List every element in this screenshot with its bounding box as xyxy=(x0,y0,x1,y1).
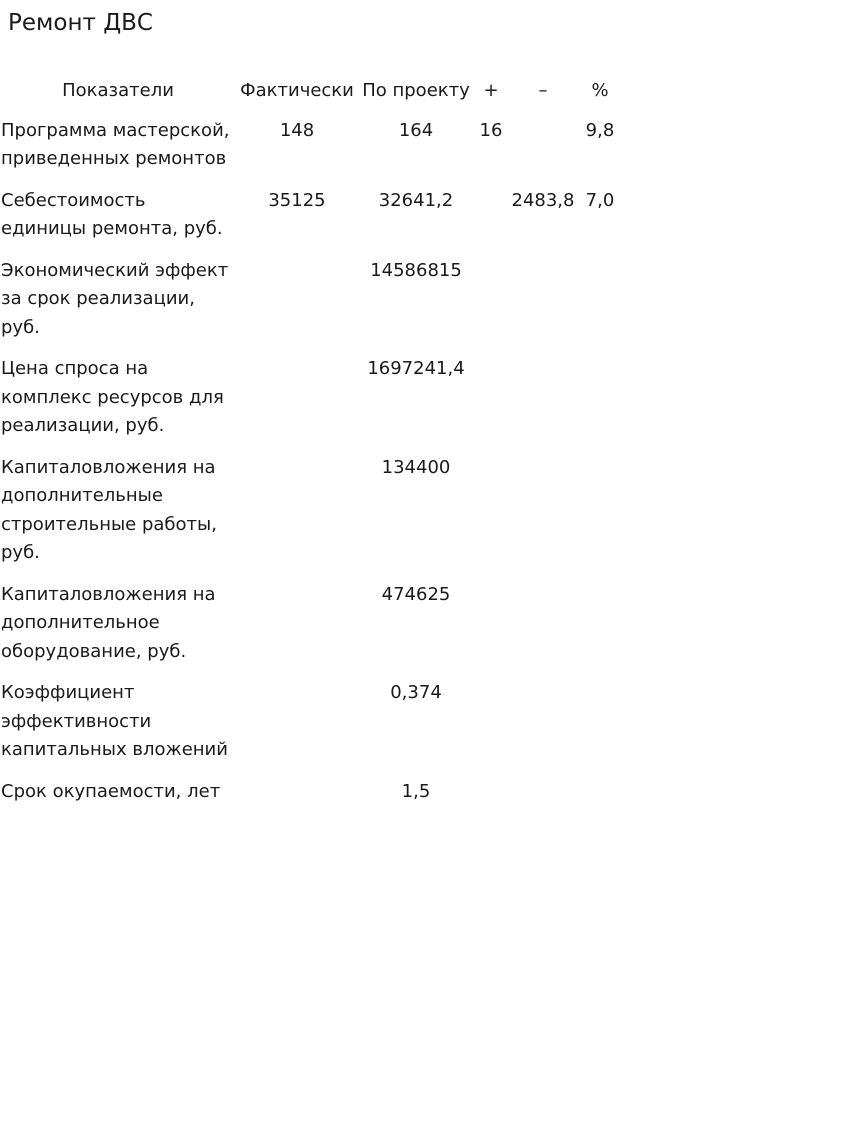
cell-plus xyxy=(474,253,508,352)
cell-minus xyxy=(508,351,578,450)
table-row xyxy=(0,577,622,676)
table-row xyxy=(0,675,622,774)
cell-minus xyxy=(508,577,578,676)
cell-minus xyxy=(508,675,578,774)
cell-percent xyxy=(578,253,622,352)
table-row xyxy=(0,113,622,183)
cell-project: 1697241,4 xyxy=(367,358,465,379)
cell-plus xyxy=(474,675,508,774)
cell-project: 134400 xyxy=(381,456,451,478)
cell-actual xyxy=(236,351,358,450)
row-label: Срок окупаемости, лет xyxy=(1,780,221,802)
row-label: Капиталовложения на дополнительные строительные работы, руб. xyxy=(1,456,217,563)
header-plus: + xyxy=(483,80,499,101)
header-project: По проекту xyxy=(362,80,470,101)
table-row xyxy=(0,253,622,352)
cell-actual: 35125 xyxy=(268,189,326,211)
cell-percent xyxy=(578,577,622,676)
cell-percent xyxy=(578,675,622,774)
cell-percent xyxy=(578,351,622,450)
cell-actual xyxy=(236,253,358,352)
cell-minus: 2483,8 xyxy=(511,189,575,211)
cell-plus xyxy=(474,577,508,676)
cell-minus xyxy=(508,774,578,816)
row-label: Цена спроса на комплекс ресурсов для реализации, руб. xyxy=(1,358,224,436)
cell-percent xyxy=(578,450,622,577)
cell-plus xyxy=(474,774,508,816)
row-label: Капиталовложения на дополнительное оборудование, руб. xyxy=(1,583,216,662)
cell-plus xyxy=(474,351,508,450)
document-title: Ремонт ДВС xyxy=(8,10,153,36)
cell-project: 32641,2 xyxy=(378,189,454,211)
cell-actual xyxy=(236,675,358,774)
cell-actual xyxy=(236,450,358,577)
cell-minus xyxy=(508,113,578,183)
cell-percent: 7,0 xyxy=(585,189,615,211)
cell-minus xyxy=(508,253,578,352)
cell-project: 0,374 xyxy=(390,682,442,703)
table-row xyxy=(0,774,622,816)
table-row xyxy=(0,183,622,253)
cell-plus xyxy=(474,450,508,577)
cell-percent: 9,8 xyxy=(585,119,615,141)
row-label: Экономический эффект за срок реализации, руб. xyxy=(1,259,229,338)
table-row xyxy=(0,450,622,577)
row-label: Программа мастерской, приведенных ремонтов xyxy=(1,119,230,169)
cell-plus: 16 xyxy=(479,119,503,141)
cell-project: 474625 xyxy=(381,583,451,605)
header-minus: – xyxy=(538,80,548,101)
cell-project: 14586815 xyxy=(370,259,462,281)
cell-actual xyxy=(236,577,358,676)
row-label: Коэффициент эффективности капитальных вложений xyxy=(1,682,228,760)
row-label: Себестоимость единицы ремонта, руб. xyxy=(1,189,223,239)
cell-actual: 148 xyxy=(279,119,315,141)
header-actual: Фактически xyxy=(240,80,354,101)
header-indicators: Показатели xyxy=(62,80,174,101)
cell-actual xyxy=(236,774,358,816)
table-row xyxy=(0,351,622,450)
cell-percent xyxy=(578,774,622,816)
cell-plus xyxy=(474,183,508,253)
table-header-row xyxy=(0,73,622,113)
cell-project: 1,5 xyxy=(401,780,431,802)
indicators-table xyxy=(0,73,622,815)
cell-project: 164 xyxy=(398,119,434,141)
header-percent: % xyxy=(591,80,609,101)
cell-minus xyxy=(508,450,578,577)
